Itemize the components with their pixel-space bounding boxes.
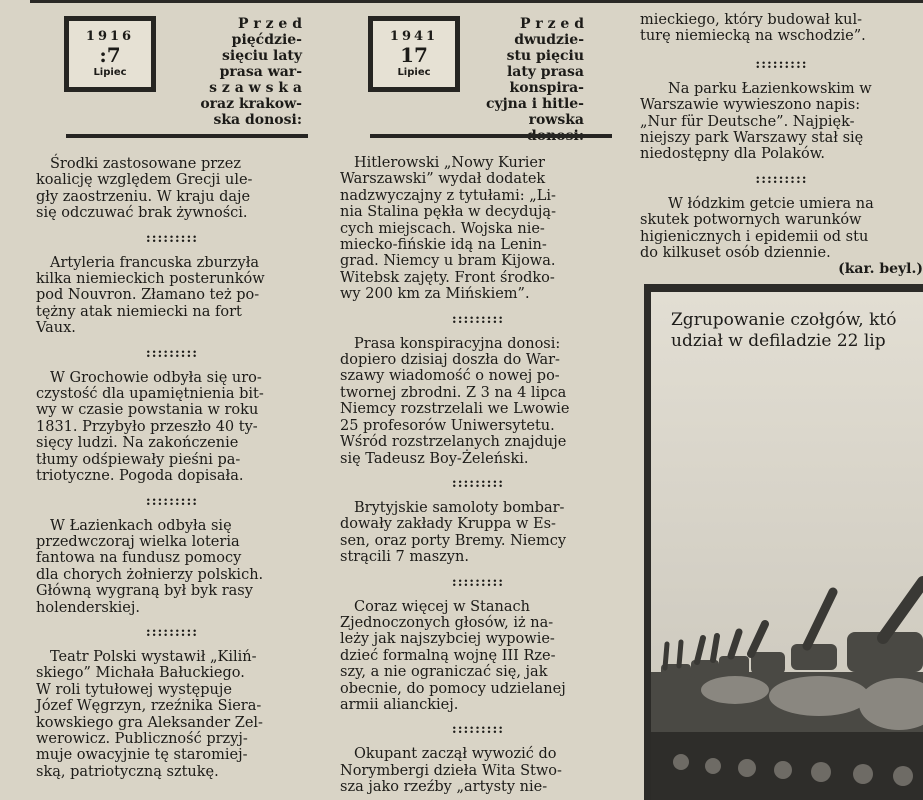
news-item: Hitlerowski „Nowy Kurier Warszawski” wydał dodatek nadzwyczajny z tytułami: „Li- nia Stalina pękła w decydują- cych miejscach. Wojska nie- miecko-fińskie idą na Lenin- grad. Niemcy u bram Kijowa. Witebsk zajęty. Front środko- wy 200 km za Mińskiem”. [340, 155, 556, 303]
news-item: Teatr Polski wystawił „Kiliń- skiego” Michała Bałuckiego. W roli tytułowej występuje Józef Węgrzyn, rzeźnika Siera- kowskiego gra Aleksander Zel- werowicz. Publiczność przyj- muje owacyjnie tę staromiej- ską, patriotyczną sztukę. [36, 648, 263, 780]
column-heading: P r z e d dwudzie- stu pięciu laty prasa konspira- cyjna i hitle- rowska [485, 16, 584, 128]
news-item: Na parku Łazienkowskim w Warszawie wywieszono napis: „Nur für Deutsche”. Najpięk- niejszy park Warszawy stał się niedostępny dla Polaków. [640, 80, 872, 163]
column-1916 [36, 0, 308, 780]
separator: ::::::::: [451, 574, 505, 590]
heading-rule [66, 134, 308, 138]
separator: ::::::::: [145, 493, 199, 509]
news-item: Artyleria francuska zburzyła kilka niemieckich posterunków pod Nouvron. Złamano też po- tężny atak niemiecki na fort Vaux. [36, 254, 265, 337]
date-month: Lipiec [397, 67, 431, 78]
separator: ::::::::: [145, 345, 199, 361]
date-day-number: 7 [106, 43, 121, 67]
separator: ::::::::: [145, 230, 199, 246]
news-item: W Łazienkach odbyła się przedwczoraj wielka loteria fantowa na fundusz pomocy dla chorych żołnierzy polskich. Główną wygraną był byk rasy holenderskiej. [36, 517, 264, 616]
separator: ::::::::: [451, 475, 505, 491]
date-year: 1916 [85, 29, 135, 44]
column-header [340, 0, 616, 138]
photo-area [651, 292, 923, 800]
author-signature: (kar. beyl.) [838, 261, 923, 278]
news-item: W łódzkim getcie umiera na skutek potwornych warunków higienicznych i epidemii od stu do kilkuset osób dziennie. [640, 195, 874, 262]
heading-rule [370, 134, 612, 138]
separator: ::::::::: [755, 171, 808, 187]
separator: ::::::::: [145, 624, 199, 640]
date-box [368, 16, 460, 92]
column-header [36, 0, 308, 138]
date-year: 1941 [389, 29, 439, 44]
column-continued [640, 12, 923, 277]
tanks-illustration [651, 292, 923, 800]
news-item: Okupant zaczął wywozić do Norymbergi dzieła Wita Stwo- sza jako rzeźby „artysty nie- [340, 746, 562, 796]
separator: ::::::::: [755, 56, 808, 72]
news-item: W Grochowie odbyła się uro- czystość dla upamiętnienia bit- wy w czasie powstania w roku 1831. Przybyło przeszło 40 ty- sięcy ludzi. Na zakończenie tłumy odśpiewały pieśni pa- triotyczne. Pogoda dopisała. [36, 369, 264, 485]
column-1941 [340, 0, 616, 796]
tank-photo [644, 284, 923, 800]
photo-caption: Zgrupowanie czołgów, któ udział w defiladzie 22 lip [671, 310, 897, 351]
news-item: mieckiego, który budował kul- turę niemiecką na wschodzie”. [640, 12, 866, 45]
date-day: :7 [99, 43, 121, 67]
date-box [64, 16, 156, 92]
news-item: Brytyjskie samoloty bombar- dowały zakłady Kruppa w Es- sen, oraz porty Bremy. Niemcy strącili 7 maszyn. [340, 499, 567, 566]
date-month: Lipiec [93, 67, 127, 78]
separator: ::::::::: [451, 722, 505, 738]
news-item: Coraz więcej w Stanach Zjednoczonych głosów, iż na- leży jak najszybciej wypowie- dzieć formalną wojnę III Rze- szy, a nie ograniczać się, jak obecnie, do pomocy udzielanej armii alianckiej. [340, 598, 566, 713]
news-item: Środki zastosowane przez koalicję względem Grecji ule- gły zaostrzeniu. W kraju daje się odczuwać brak żywności. [36, 156, 253, 222]
separator: ::::::::: [451, 311, 505, 327]
news-item: Prasa konspiracyjna donosi: dopiero dzisiaj doszła do War- szawy wiadomość o nowej po- twornej zbrodni. Z 3 na 4 lipca Niemcy rozstrzelali we Lwowie 25 profesorów Uniwersytetu. Wśród rozstrzelanych znajduje się Tadeusz Boy-Żeleński. [340, 335, 570, 467]
date-day: 17 [400, 43, 428, 67]
column-heading: P r z e d pięćdzie- sięciu laty prasa war- s z a w s k a oraz krakow- ska donosi: [200, 16, 302, 128]
